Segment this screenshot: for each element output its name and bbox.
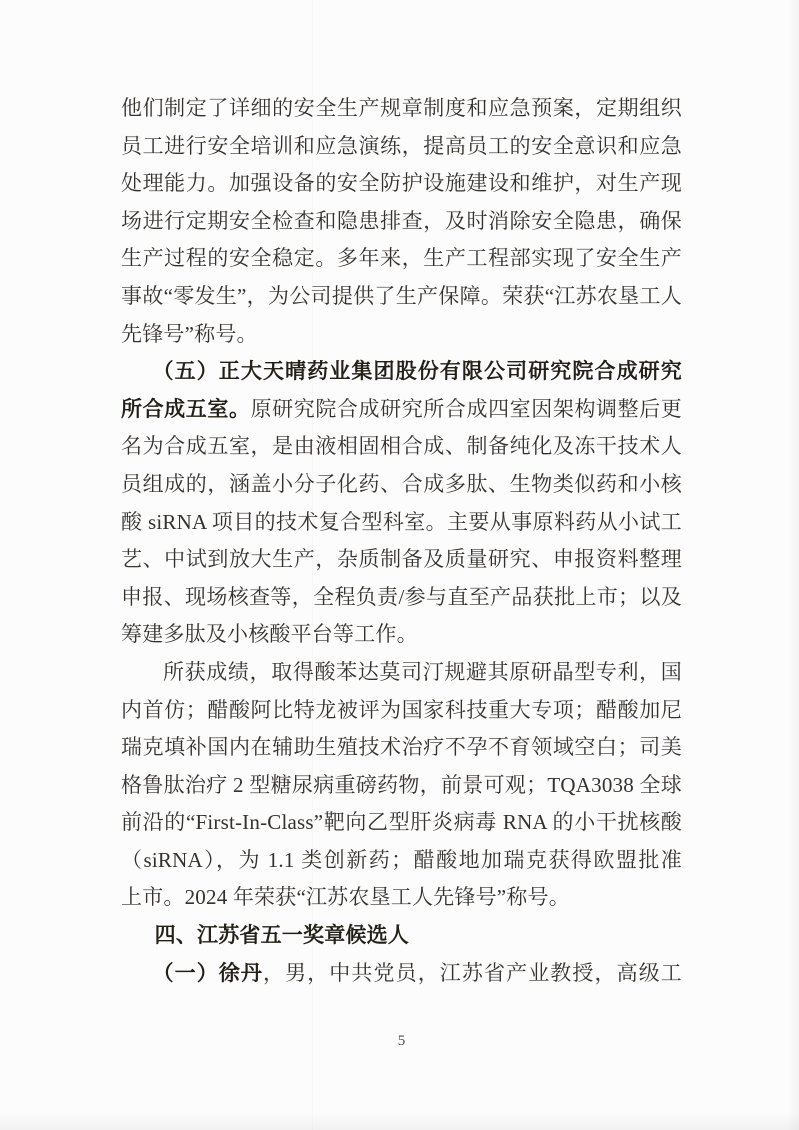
text-segment: ，男，中共党员，江苏省产业教授，高级工	[263, 960, 682, 985]
text-segment: 先锋号”称号。	[121, 321, 258, 346]
text-segment: 申报、现场核查等，全程负责/参与直至产品获批上市；以及	[121, 584, 682, 609]
text-segment: 格鲁肽治疗 2 型糖尿病重磅药物，前景可观；TQA3038 全球	[121, 772, 682, 797]
document-line	[121, 579, 682, 617]
document-line	[121, 654, 682, 692]
document-line	[121, 353, 682, 391]
text-segment: 他们制定了详细的安全生产规章制度和应急预案，定期组织	[121, 96, 682, 120]
document-line	[121, 955, 682, 993]
document-line	[121, 165, 682, 203]
document-line	[121, 90, 682, 128]
document-line	[121, 278, 682, 316]
text-segment: 场进行定期安全检查和隐患排查，及时消除安全隐患，确保	[121, 208, 682, 233]
document-line	[121, 428, 682, 466]
text-segment: 处理能力。加强设备的安全防护设施建设和维护，对生产现	[121, 171, 682, 196]
document-line	[121, 391, 682, 429]
document-line	[121, 767, 682, 805]
document-line	[121, 466, 682, 504]
document-line	[121, 842, 682, 880]
document-line	[121, 504, 682, 542]
text-segment: 生产过程的安全稳定。多年来，生产工程部实现了安全生产	[121, 246, 682, 271]
text-segment-bold: 所合成五室。	[121, 396, 251, 421]
text-segment: 所获成绩，取得酸苯达莫司汀规避其原研晶型专利，国	[163, 659, 682, 684]
document-line	[121, 879, 682, 917]
text-segment: 筹建多肽及小核酸平台等工作。	[121, 622, 418, 647]
text-segment: 艺、中试到放大生产，杂质制备及质量研究、申报资料整理	[121, 547, 682, 572]
text-segment-bold: （一）徐丹	[152, 960, 263, 985]
document-line	[121, 203, 682, 241]
text-segment: 事故“零发生”，为公司提供了生产保障。荣获“江苏农垦工人	[121, 283, 682, 308]
document-line	[121, 616, 682, 654]
document-body	[121, 90, 682, 992]
text-segment: 酸 siRNA 项目的技术复合型科室。主要从事原料药从小试工	[121, 509, 682, 534]
text-segment: （siRNA），为 1.1 类创新药；醋酸地加瑞克获得欧盟批准	[121, 847, 682, 872]
text-segment: 原研究院合成研究所合成四室因架构调整后更	[250, 396, 683, 421]
scan-edge-shadow-right	[787, 0, 799, 1130]
document-line	[121, 316, 682, 354]
document-line	[121, 692, 682, 730]
document-line	[121, 917, 682, 955]
page-number: 5	[397, 1033, 406, 1049]
document-line	[121, 729, 682, 767]
document-line	[121, 804, 682, 842]
document-line	[121, 240, 682, 278]
text-segment: 员工进行安全培训和应急演练，提高员工的安全意识和应急	[121, 133, 682, 158]
text-segment-bold: （五）正大天晴药业集团股份有限公司研究院合成研究	[152, 359, 682, 384]
document-line	[121, 541, 682, 579]
text-segment: 员组成的，涵盖小分子化药、合成多肽、生物类似药和小核	[121, 471, 682, 496]
text-segment: 前沿的“First-In-Class”靶向乙型肝炎病毒 RNA 的小干扰核酸	[121, 810, 682, 835]
text-segment: 上市。2024 年荣获“江苏农垦工人先锋号”称号。	[121, 885, 570, 910]
document-line	[121, 128, 682, 166]
text-segment: 瑞克填补国内在辅助生殖技术治疗不孕不育领域空白；司美	[121, 735, 682, 760]
text-segment: 内首仿；醋酸阿比特龙被评为国家科技重大专项；醋酸加尼	[121, 697, 682, 722]
text-segment-bold: 四、江苏省五一奖章候选人	[154, 923, 409, 948]
text-segment: 名为合成五室，是由液相固相合成、制备纯化及冻干技术人	[121, 434, 682, 459]
scan-edge-shadow-bottom	[0, 1112, 799, 1130]
